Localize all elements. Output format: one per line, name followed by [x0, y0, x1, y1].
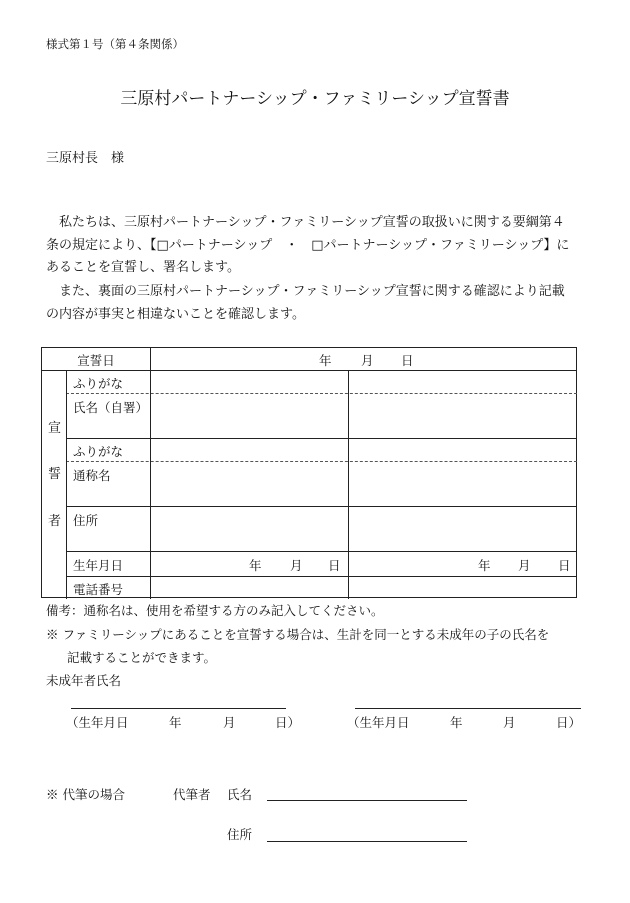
paragraph-line: 条の規定により、【□パートナーシップ ・ □パートナーシップ・ファミリーシップ】に: [46, 237, 570, 253]
declarer-char: 宣: [48, 421, 62, 436]
declarer-char: 誓: [48, 467, 62, 482]
declaration-paragraph: [46, 212, 586, 280]
paragraph-line: の内容が事実と相違ないことを確認します。: [46, 306, 305, 322]
phone-label: 電話番号: [73, 582, 124, 597]
remark-note: 備考：通称名は、使用を希望する方のみ記入してください。: [46, 603, 384, 618]
form-number: 様式第１号（第４条関係）: [46, 37, 184, 51]
birth-date-label: 生年月日: [73, 558, 124, 573]
minor-name-label: 未成年者氏名: [46, 673, 122, 688]
declaration-table: 宣誓日 年 月 日 宣 誓 者 ふりがな 氏名（自署） ふりがな 通称名 住所 生年月日 電話番号 年 月 日 年 月 日: [41, 347, 577, 598]
proxy-name-label: 氏名: [227, 787, 253, 802]
familyship-note-cont: 記載することができます。: [67, 650, 217, 665]
paragraph-line: 私たちは、三原村パートナーシップ・ファミリーシップ宣誓の取扱いに関する要綱第４: [59, 215, 565, 230]
minor-name-line: [355, 708, 581, 709]
paragraph-line: また、裏面の三原村パートナーシップ・ファミリーシップ宣誓に関する確認により記載: [59, 284, 565, 299]
name-label: 氏名（自署）: [73, 400, 149, 415]
proxy-name-line: [267, 800, 467, 801]
address-label: 住所: [73, 513, 99, 528]
proxy-label: ※ 代筆の場合: [46, 787, 125, 802]
paragraph-line: あることを宣誓し、署名します。: [46, 260, 240, 275]
addressee: 三原村長 様: [46, 151, 125, 166]
proxy-address-label: 住所: [227, 827, 253, 842]
furigana-label: ふりがな: [73, 376, 124, 391]
declarer-char: 者: [48, 514, 62, 529]
alias-name-label: 通称名: [73, 468, 111, 483]
furigana-label: ふりがな: [73, 444, 124, 459]
proxy-person-label: 代筆者: [173, 787, 211, 802]
page-title: 三原村パートナーシップ・ファミリーシップ宣誓書: [120, 89, 510, 109]
minor-name-line: [71, 708, 286, 709]
proxy-address-line: [267, 841, 467, 842]
confirmation-paragraph: [46, 281, 586, 326]
declaration-date-label: 宣誓日: [77, 353, 115, 368]
familyship-note: ※ ファミリーシップにあることを宣誓する場合は、生計を同一とする未成年の子の氏名を: [46, 627, 550, 642]
